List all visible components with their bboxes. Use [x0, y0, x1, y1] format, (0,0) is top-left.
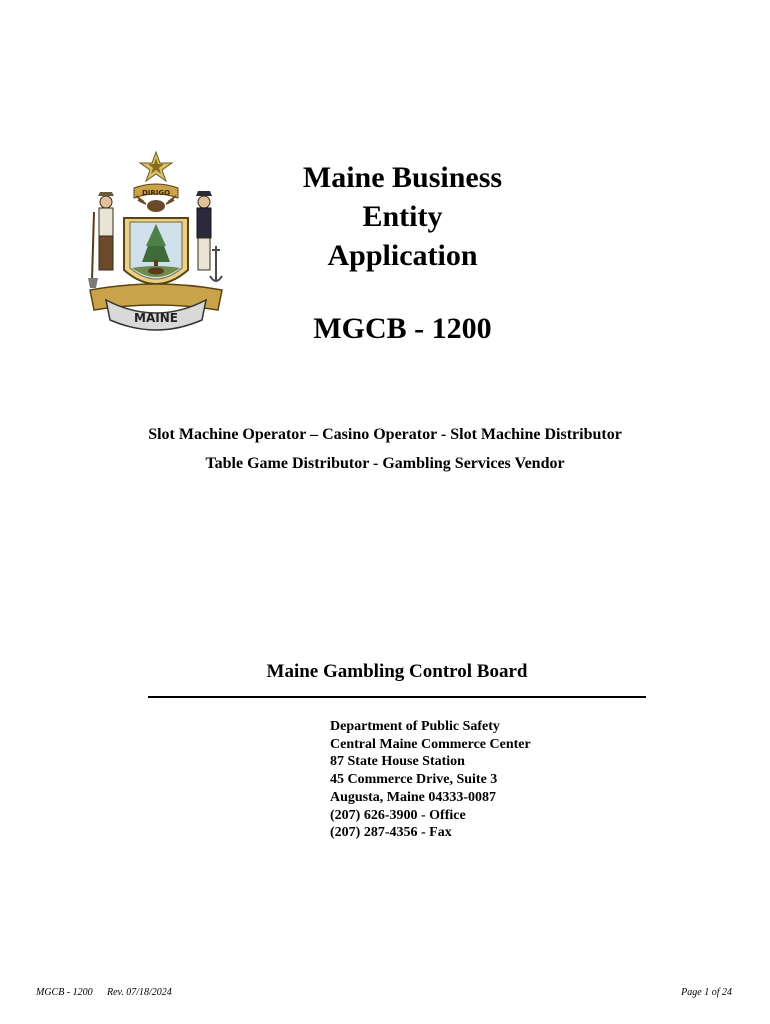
title-line: Entity [362, 200, 443, 233]
address-line: Central Maine Commerce Center [330, 736, 531, 752]
phone-fax: (207) 287-4356 - Fax [330, 825, 452, 841]
seal-base-text: MAINE [134, 311, 178, 325]
form-code-heading: MGCB - 1200 [313, 312, 492, 345]
address-line: 87 State House Station [330, 754, 465, 770]
address-line: Augusta, Maine 04333-0087 [330, 789, 497, 805]
maine-state-seal [86, 150, 226, 332]
phone-office: (207) 626-3900 - Office [330, 807, 466, 823]
document-title [230, 158, 575, 275]
address-line: 45 Commerce Drive, Suite 3 [330, 772, 498, 788]
address-block [330, 718, 531, 842]
address-line: Department of Public Safety [330, 719, 500, 734]
organization-name: Maine Gambling Control Board [266, 661, 528, 682]
license-types-line-2: Table Game Distributor - Gambling Services Vendor [205, 455, 565, 472]
title-line: Application [327, 239, 478, 272]
divider [148, 696, 646, 698]
footer-page-number: Page 1 of 24 [681, 987, 732, 998]
footer-form-code: MGCB - 1200 [36, 987, 93, 998]
title-line: Maine Business [302, 161, 503, 194]
seal-banner-text: DIRIGO [141, 189, 171, 197]
footer-revision: Rev. 07/18/2024 [107, 987, 172, 998]
license-types-line-1: Slot Machine Operator – Casino Operator - Slot Machine Distributor [148, 426, 622, 443]
